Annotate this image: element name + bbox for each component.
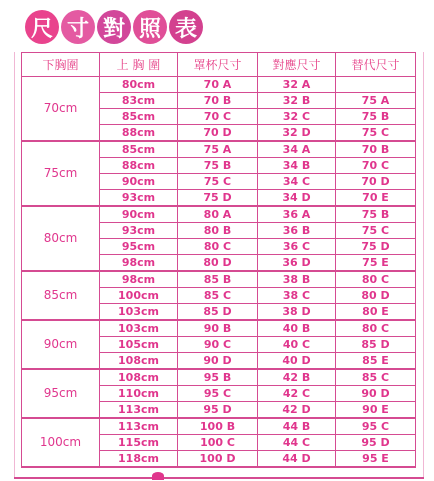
alternative-size-cell: 75 C bbox=[336, 125, 416, 142]
underbust-cell: 75cm bbox=[22, 141, 100, 206]
alternative-size-cell: 75 B bbox=[336, 206, 416, 223]
alternative-size-cell: 95 C bbox=[336, 418, 416, 435]
bust-cell: 113cm bbox=[100, 418, 178, 435]
header-underbust: 下胸圍 bbox=[22, 53, 100, 77]
alternative-size-cell: 80 C bbox=[336, 320, 416, 337]
cup-size-cell: 85 C bbox=[178, 288, 258, 304]
equivalent-size-cell: 44 B bbox=[258, 418, 336, 435]
bust-cell: 113cm bbox=[100, 402, 178, 419]
table-row bbox=[22, 141, 416, 158]
bust-cell: 93cm bbox=[100, 190, 178, 207]
bust-cell: 105cm bbox=[100, 337, 178, 353]
bust-cell: 103cm bbox=[100, 304, 178, 321]
header-equivalent-size: 對應尺寸 bbox=[258, 53, 336, 77]
alternative-size-cell: 90 D bbox=[336, 386, 416, 402]
equivalent-size-cell: 36 A bbox=[258, 206, 336, 223]
alternative-size-cell: 75 C bbox=[336, 223, 416, 239]
cup-size-cell: 100 D bbox=[178, 451, 258, 468]
table-left-border bbox=[14, 52, 15, 477]
equivalent-size-cell: 34 C bbox=[258, 174, 336, 190]
table-row bbox=[22, 418, 416, 435]
alternative-size-cell: 95 E bbox=[336, 451, 416, 468]
page-title bbox=[25, 10, 203, 48]
title-char: 尺 bbox=[25, 10, 59, 44]
bust-cell: 98cm bbox=[100, 255, 178, 272]
bust-cell: 100cm bbox=[100, 288, 178, 304]
bust-cell: 85cm bbox=[100, 141, 178, 158]
alternative-size-cell: 70 D bbox=[336, 174, 416, 190]
cup-size-cell: 80 D bbox=[178, 255, 258, 272]
cup-size-cell: 75 B bbox=[178, 158, 258, 174]
table-row bbox=[22, 206, 416, 223]
cup-size-cell: 80 A bbox=[178, 206, 258, 223]
cup-size-cell: 75 C bbox=[178, 174, 258, 190]
equivalent-size-cell: 38 D bbox=[258, 304, 336, 321]
table-row bbox=[22, 320, 416, 337]
title-char: 照 bbox=[133, 10, 167, 44]
cup-size-cell: 70 B bbox=[178, 93, 258, 109]
alternative-size-cell: 85 E bbox=[336, 353, 416, 370]
bust-cell: 108cm bbox=[100, 353, 178, 370]
equivalent-size-cell: 34 A bbox=[258, 141, 336, 158]
cup-size-cell: 95 D bbox=[178, 402, 258, 419]
alternative-size-cell: 80 D bbox=[336, 288, 416, 304]
equivalent-size-cell: 32 C bbox=[258, 109, 336, 125]
bust-cell: 88cm bbox=[100, 158, 178, 174]
bust-cell: 118cm bbox=[100, 451, 178, 468]
table-right-border bbox=[423, 52, 424, 477]
table-row bbox=[22, 369, 416, 386]
equivalent-size-cell: 40 D bbox=[258, 353, 336, 370]
equivalent-size-cell: 40 C bbox=[258, 337, 336, 353]
alternative-size-cell: 75 D bbox=[336, 239, 416, 255]
underbust-cell: 90cm bbox=[22, 320, 100, 369]
alternative-size-cell: 80 E bbox=[336, 304, 416, 321]
equivalent-size-cell: 44 C bbox=[258, 435, 336, 451]
cup-size-cell: 85 B bbox=[178, 271, 258, 288]
equivalent-size-cell: 32 B bbox=[258, 93, 336, 109]
bust-cell: 108cm bbox=[100, 369, 178, 386]
alternative-size-cell: 70 E bbox=[336, 190, 416, 207]
bust-cell: 80cm bbox=[100, 77, 178, 93]
equivalent-size-cell: 36 C bbox=[258, 239, 336, 255]
title-char: 表 bbox=[169, 10, 203, 44]
cup-size-cell: 95 B bbox=[178, 369, 258, 386]
alternative-size-cell: 85 D bbox=[336, 337, 416, 353]
equivalent-size-cell: 36 B bbox=[258, 223, 336, 239]
alternative-size-cell: 80 C bbox=[336, 271, 416, 288]
cup-size-cell: 70 C bbox=[178, 109, 258, 125]
table-row bbox=[22, 271, 416, 288]
equivalent-size-cell: 32 A bbox=[258, 77, 336, 93]
header-cup-size: 罩杯尺寸 bbox=[178, 53, 258, 77]
bust-cell: 85cm bbox=[100, 109, 178, 125]
header-row bbox=[22, 53, 416, 77]
cup-size-cell: 90 B bbox=[178, 320, 258, 337]
equivalent-size-cell: 42 C bbox=[258, 386, 336, 402]
underbust-cell: 70cm bbox=[22, 77, 100, 142]
equivalent-size-cell: 36 D bbox=[258, 255, 336, 272]
alternative-size-cell: 90 E bbox=[336, 402, 416, 419]
cup-size-cell: 80 B bbox=[178, 223, 258, 239]
alternative-size-cell: 70 B bbox=[336, 141, 416, 158]
cup-size-cell: 95 C bbox=[178, 386, 258, 402]
equivalent-size-cell: 42 B bbox=[258, 369, 336, 386]
size-chart-table bbox=[21, 52, 416, 468]
bust-cell: 98cm bbox=[100, 271, 178, 288]
underbust-cell: 100cm bbox=[22, 418, 100, 467]
alternative-size-cell: 75 E bbox=[336, 255, 416, 272]
underbust-cell: 85cm bbox=[22, 271, 100, 320]
header-bust: 上 胸 圍 bbox=[100, 53, 178, 77]
cup-size-cell: 85 D bbox=[178, 304, 258, 321]
cup-size-cell: 90 C bbox=[178, 337, 258, 353]
bust-cell: 88cm bbox=[100, 125, 178, 142]
alternative-size-cell: 85 C bbox=[336, 369, 416, 386]
equivalent-size-cell: 40 B bbox=[258, 320, 336, 337]
cup-size-cell: 70 A bbox=[178, 77, 258, 93]
bust-cell: 110cm bbox=[100, 386, 178, 402]
equivalent-size-cell: 38 B bbox=[258, 271, 336, 288]
cup-size-cell: 75 D bbox=[178, 190, 258, 207]
equivalent-size-cell: 38 C bbox=[258, 288, 336, 304]
cup-size-cell: 100 B bbox=[178, 418, 258, 435]
bust-cell: 90cm bbox=[100, 206, 178, 223]
cup-size-cell: 90 D bbox=[178, 353, 258, 370]
underbust-cell: 95cm bbox=[22, 369, 100, 418]
header-alternative-size: 替代尺寸 bbox=[336, 53, 416, 77]
equivalent-size-cell: 44 D bbox=[258, 451, 336, 468]
bust-cell: 115cm bbox=[100, 435, 178, 451]
alternative-size-cell: 70 C bbox=[336, 158, 416, 174]
equivalent-size-cell: 32 D bbox=[258, 125, 336, 142]
bust-cell: 95cm bbox=[100, 239, 178, 255]
bottom-rule bbox=[14, 477, 424, 479]
table-row bbox=[22, 77, 416, 93]
bust-cell: 93cm bbox=[100, 223, 178, 239]
bust-cell: 103cm bbox=[100, 320, 178, 337]
equivalent-size-cell: 42 D bbox=[258, 402, 336, 419]
cup-size-cell: 75 A bbox=[178, 141, 258, 158]
title-char: 對 bbox=[97, 10, 131, 44]
underbust-cell: 80cm bbox=[22, 206, 100, 271]
cup-size-cell: 100 C bbox=[178, 435, 258, 451]
bust-cell: 90cm bbox=[100, 174, 178, 190]
alternative-size-cell: 75 A bbox=[336, 93, 416, 109]
alternative-size-cell bbox=[336, 77, 416, 93]
cup-size-cell: 70 D bbox=[178, 125, 258, 142]
alternative-size-cell: 75 B bbox=[336, 109, 416, 125]
title-char: 寸 bbox=[61, 10, 95, 44]
alternative-size-cell: 95 D bbox=[336, 435, 416, 451]
equivalent-size-cell: 34 B bbox=[258, 158, 336, 174]
cup-size-cell: 80 C bbox=[178, 239, 258, 255]
equivalent-size-cell: 34 D bbox=[258, 190, 336, 207]
decorative-dot bbox=[152, 472, 164, 480]
bust-cell: 83cm bbox=[100, 93, 178, 109]
